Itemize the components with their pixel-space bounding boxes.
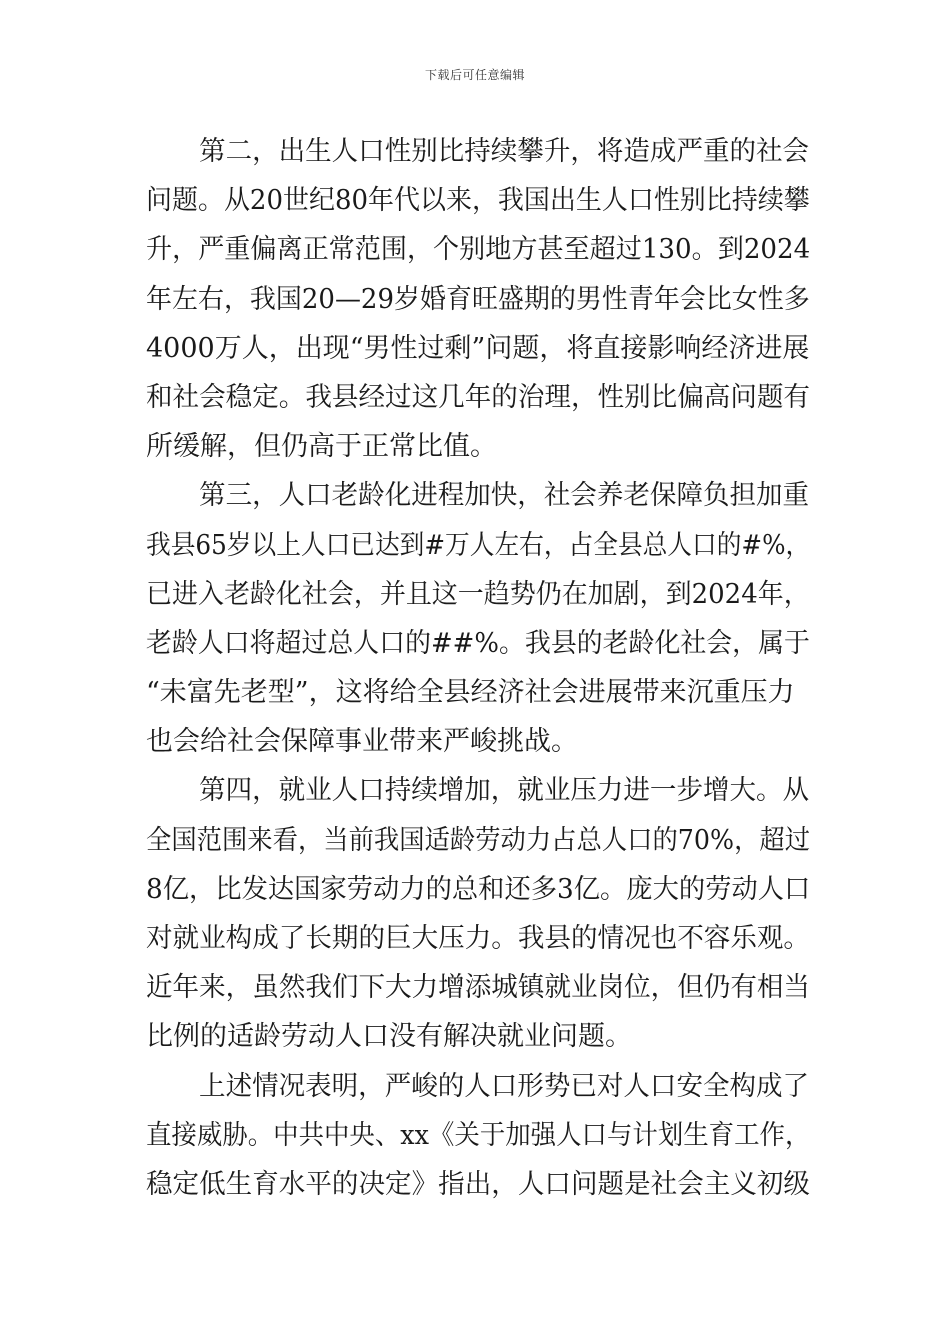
- text-line: 所缓解，但仍高于正常比值。: [146, 431, 497, 463]
- body-text: [146, 127, 810, 1209]
- text-line: 也会给社会保障事业带来严峻挑战。: [146, 726, 578, 758]
- text-line: 和社会稳定。我县经过这几年的治理，性别比偏高问题有: [146, 381, 810, 413]
- text-line: 问题。从20世纪80年代以来，我国出生人口性别比持续攀: [146, 185, 810, 217]
- text-line: 稳定低生育水平的决定》指出，人口问题是社会主义初级: [146, 1168, 810, 1200]
- text-line: 4000万人，出现“男性过剩”问题，将直接影响经济进展: [146, 332, 810, 364]
- text-line: 我县65岁以上人口已达到#万人左右，占全县总人口的#%，: [146, 529, 811, 561]
- paragraph-first-line: 第四，就业人口持续增加，就业压力进一步增大。从: [199, 775, 810, 807]
- page-header: 下载后可任意编辑: [424, 68, 525, 82]
- paragraph-first-line: 上述情况表明，严峻的人口形势已对人口安全构成了: [199, 1070, 810, 1102]
- text-line: 老龄人口将超过总人口的##%。我县的老龄化社会，属于: [146, 627, 810, 659]
- text-line: 对就业构成了长期的巨大压力。我县的情况也不容乐观。: [146, 923, 810, 954]
- text-line: 比例的适龄劳动人口没有解决就业问题。: [146, 1021, 632, 1053]
- text-line: 已进入老龄化社会，并且这一趋势仍在加剧，到2024年，: [146, 578, 810, 610]
- text-line: 8亿，比发达国家劳动力的总和还多3亿。庞大的劳动人口: [146, 873, 811, 905]
- text-line: 升，严重偏离正常范围，个别地方甚至超过130。到2024: [146, 234, 811, 266]
- text-line: 年左右，我国20—29岁婚育旺盛期的男性青年会比女性多: [146, 283, 810, 315]
- paragraph-first-line: 第三，人口老龄化进程加快，社会养老保障负担加重: [199, 480, 810, 512]
- text-line: 全国范围来看，当前我国适龄劳动力占总人口的70%，超过: [146, 824, 811, 856]
- text-line: “未富先老型”，这将给全县经济社会进展带来沉重压力: [146, 677, 795, 709]
- text-line: 直接威胁。中共中央、xx《关于加强人口与计划生育工作，: [146, 1119, 811, 1151]
- paragraph-first-line: 第二，出生人口性别比持续攀升，将造成严重的社会: [199, 136, 810, 167]
- text-line: 近年来，虽然我们下大力增添城镇就业岗位，但仍有相当: [146, 972, 810, 1004]
